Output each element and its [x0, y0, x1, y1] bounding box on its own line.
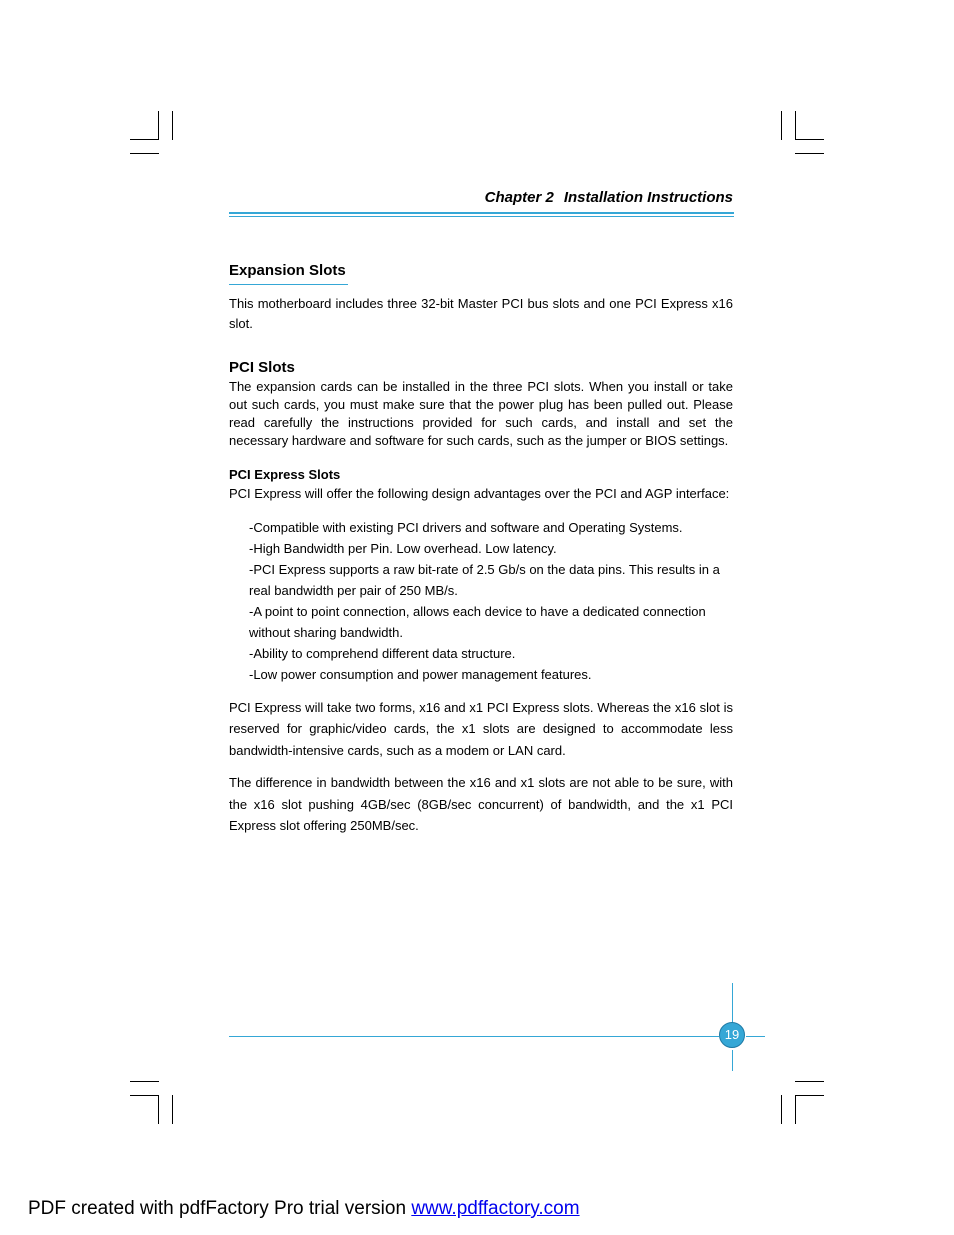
pci-slots-heading: PCI Slots: [229, 359, 295, 376]
list-item: -PCI Express supports a raw bit-rate of 2.5 Gb/s on the data pins. This results in a real bandwidth per pair of 250 MB/s.: [249, 561, 720, 598]
crop-mark: [781, 1095, 782, 1124]
page-marker-line: [732, 983, 733, 1023]
expansion-slots-heading: Expansion Slots: [229, 262, 348, 285]
pci-slots-text: The expansion cards can be installed in the three PCI slots. When you install or take out such cards, you must make sure that the power plug has been pulled out. Please read carefully the instructions provided for such cards, and install and set the necessary hardware and software for such cards, such as the jumper or BIOS settings.: [229, 379, 733, 448]
crop-mark: [158, 1095, 159, 1124]
crop-mark: [172, 111, 173, 140]
crop-mark: [795, 139, 824, 140]
chapter-header: [229, 189, 733, 206]
expansion-slots-text: This motherboard includes three 32-bit Master PCI bus slots and one PCI Express x16 slot.: [229, 296, 733, 331]
crop-mark: [795, 111, 796, 140]
crop-mark: [172, 1095, 173, 1124]
pdf-footer: [28, 1198, 580, 1220]
header-rule: [229, 212, 734, 214]
pci-express-intro: PCI Express will offer the following design advantages over the PCI and AGP interface:: [229, 486, 730, 501]
crop-mark: [130, 153, 159, 154]
footer-text: PDF created with pdfFactory Pro trial version: [28, 1198, 412, 1219]
crop-mark: [795, 153, 824, 154]
crop-mark: [795, 1095, 824, 1096]
chapter-number: Chapter 2: [484, 189, 554, 206]
page-marker-line: [732, 1050, 733, 1071]
crop-mark: [781, 111, 782, 140]
crop-mark: [795, 1095, 796, 1124]
list-item: -A point to point connection, allows each device to have a dedicated connection without sharing bandwidth.: [249, 603, 706, 640]
page-number: 19: [719, 1022, 745, 1048]
list-item: -Ability to comprehend different data structure.: [249, 645, 516, 661]
crop-mark: [130, 139, 159, 140]
crop-mark: [130, 1081, 159, 1082]
list-item: -Low power consumption and power management features.: [249, 666, 592, 682]
page-content: [229, 262, 733, 837]
footer-rule: [229, 1036, 719, 1037]
pci-express-forms-text: PCI Express will take two forms, x16 and x1 PCI Express slots. Whereas the x16 slot is reserved for graphic/video cards, the x1 slots are designed to accommodate less bandwidth-intensive cards, such as a modem or LAN card.: [229, 699, 733, 758]
list-item: -High Bandwidth per Pin. Low overhead. Low latency.: [249, 540, 557, 556]
pci-express-heading: PCI Express Slots: [229, 467, 341, 482]
pci-express-advantages-list: [229, 517, 733, 685]
list-item: -Compatible with existing PCI drivers and software and Operating Systems.: [249, 519, 683, 535]
pdffactory-link[interactable]: www.pdffactory.com: [411, 1198, 580, 1219]
chapter-title: Installation Instructions: [563, 189, 733, 206]
crop-mark: [795, 1081, 824, 1082]
footer-rule: [746, 1036, 765, 1037]
crop-mark: [130, 1095, 159, 1096]
header-rule: [229, 216, 734, 217]
crop-mark: [158, 111, 159, 140]
pci-express-bandwidth-text: The difference in bandwidth between the x16 and x1 slots are not able to be sure, with the x16 slot pushing 4GB/sec (8GB/sec concurrent) of bandwidth, and the x1 PCI Express slot offering 250MB/sec.: [229, 775, 733, 833]
